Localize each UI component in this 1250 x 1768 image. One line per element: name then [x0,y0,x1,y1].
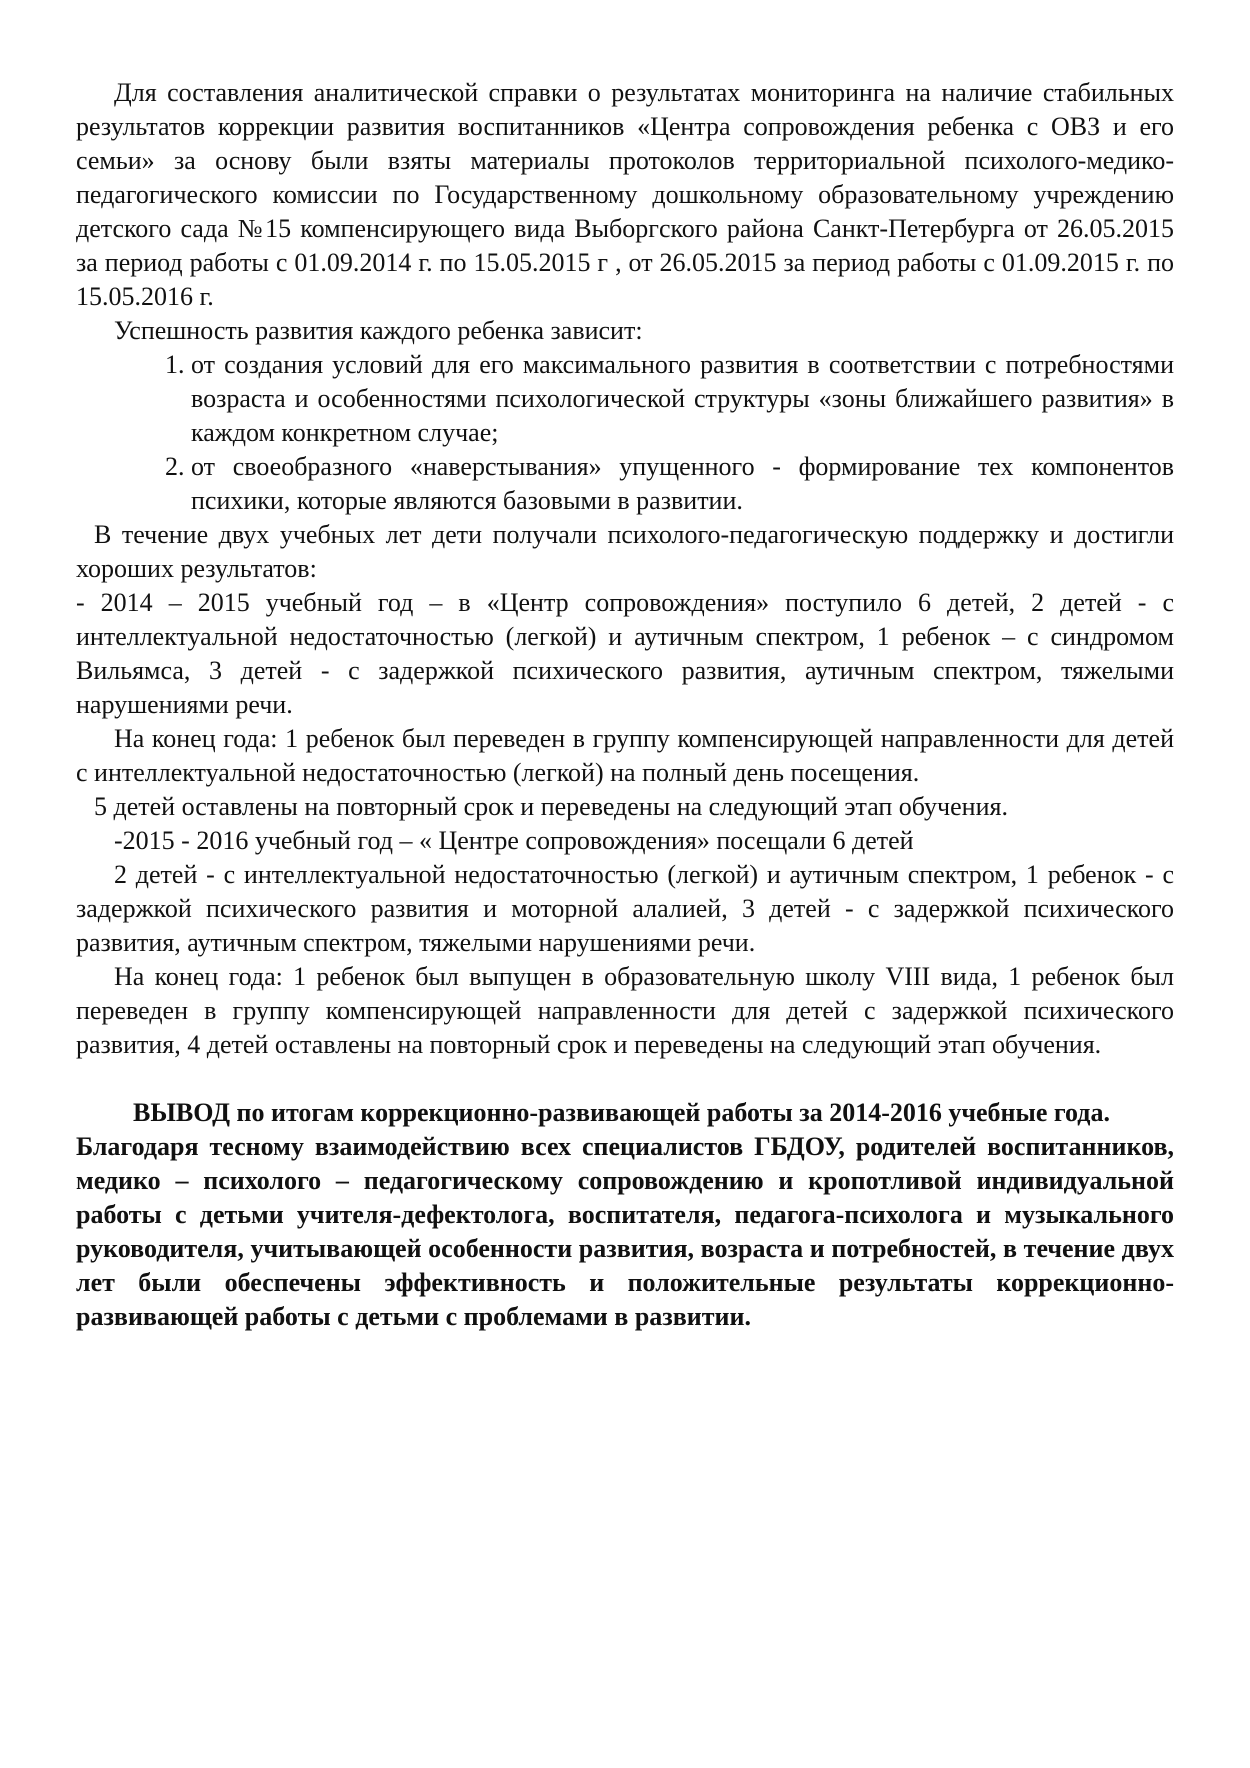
list-item: 1. от создания условий для его максимального развития в соответствии с потребностями возраста и особенностями психологической структуры «зоны ближайшего развития» в каждом конкретном случае; [191,348,1174,450]
document-page [76,76,1174,1334]
year-2014-repeat-paragraph: 5 детей оставлены на повторный срок и переведены на следующий этап обучения. [94,792,1008,821]
year-2015-end-paragraph: На конец года: 1 ребенок был выпущен в образовательную школу VIII вида, 1 ребенок был переведен в группу компенсирующей направленности для детей с задержкой психического развития, 4 детей оставлены на повторный срок и переведены на следующий этап обучения. [76,962,1174,1059]
conclusion-body: Благодаря тесному взаимодействию всех специалистов ГБДОУ, родителей воспитанников, медико – психолого – педагогическому сопровождению и кропотливой индивидуальной работы с детьми учителя-дефектолога, воспитателя, педагога-психолога и музыкального руководителя, учитывающей особенности развития, возраста и потребностей, в течение двух лет были обеспечены эффективность и положительные результаты коррекционно-развивающей работы с детьми с проблемами в развитии. [76,1132,1174,1331]
success-lead: Успешность развития каждого ребенка зависит: [114,316,643,345]
two-years-paragraph: В течение двух учебных лет дети получали психолого-педагогическую поддержку и достигли хороших результатов: [76,520,1174,583]
year-2014-paragraph: - 2014 – 2015 учебный год – в «Центр сопровождения» поступило 6 детей, 2 детей - с интеллектуальной недостаточностью (легкой) и аутичным спектром, 1 ребенок – с синдромом Вильямса, 3 детей - с задержкой психического развития, аутичным спектром, тяжелыми нарушениями речи. [76,588,1174,719]
year-2014-end-paragraph: На конец года: 1 ребенок был переведен в группу компенсирующей направленности для детей с интеллектуальной недостаточностью (легкой) на полный день посещения. [76,724,1174,787]
section-spacer [76,1062,1174,1096]
success-conditions-list [76,348,1174,518]
list-item: 2. от своеобразного «наверстывания» упущенного - формирование тех компонентов психики, которые являются базовыми в развитии. [191,450,1174,518]
intro-paragraph: Для составления аналитической справки о результатах мониторинга на наличие стабильных результатов коррекции развития воспитанников «Центра сопровождения ребенка с ОВЗ и его семьи» за основу были взяты материалы протоколов территориальной психолого-медико-педагогического комиссии по Государственному дошкольному образовательному учреждению детского сада №15 компенсирующего вида Выборгского района Санкт-Петербурга от 26.05.2015 за период работы с 01.09.2014 г. по 15.05.2015 г , от 26.05.2015 за период работы с 01.09.2015 г. по 15.05.2016 г. [76,78,1174,311]
year-2015-detail-paragraph: 2 детей - с интеллектуальной недостаточностью (легкой) и аутичным спектром, 1 ребенок - с задержкой психического развития и моторной алалией, 3 детей - с задержкой психического развития, аутичным спектром, тяжелыми нарушениями речи. [76,860,1174,957]
conclusion-title: ВЫВОД по итогам коррекционно-развивающей работы за 2014-2016 учебные года. [133,1098,1110,1127]
year-2015-paragraph: -2015 - 2016 учебный год – « Центре сопровождения» посещали 6 детей [114,826,914,855]
